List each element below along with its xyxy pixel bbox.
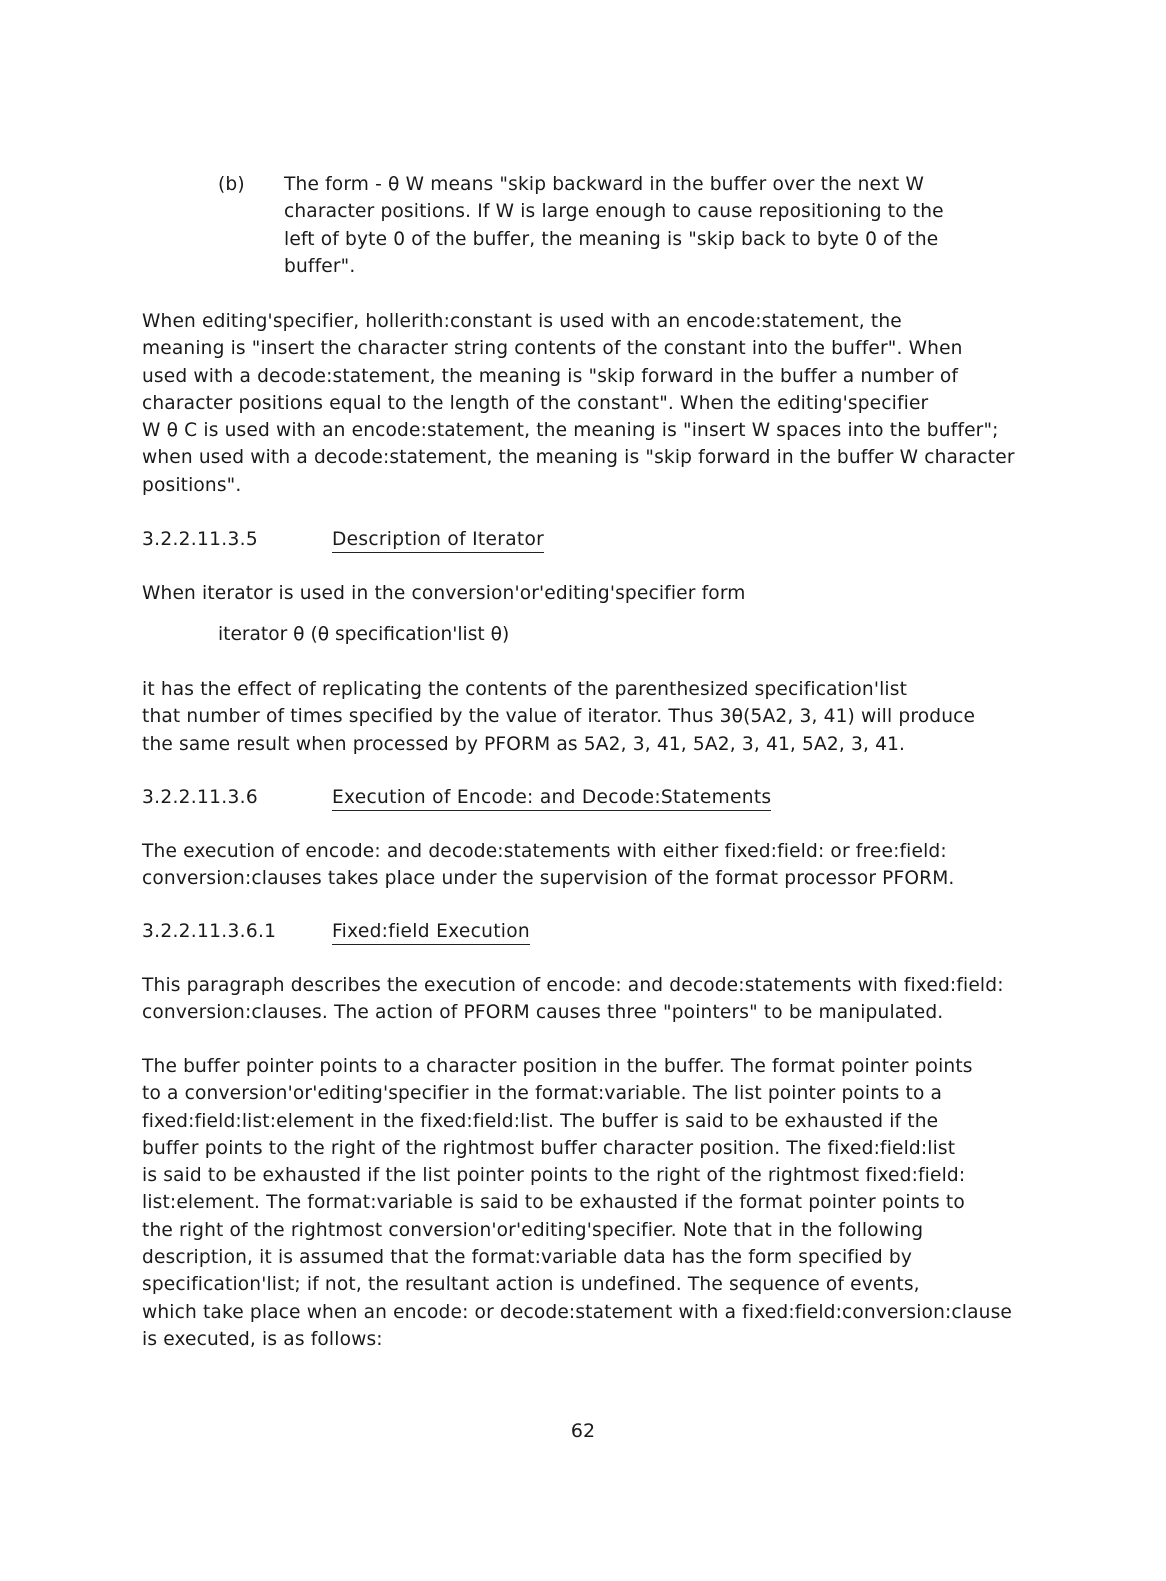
- text-line: buffer".: [284, 255, 356, 277]
- iterator-form: [218, 621, 509, 648]
- iterator-form-text: iterator θ (θ specification'list θ): [218, 624, 510, 645]
- section-heading-execution: [142, 784, 771, 811]
- list-marker: (b): [218, 174, 245, 195]
- list-item-body: [284, 171, 1024, 280]
- paragraph-fixed-field: [142, 972, 1087, 1027]
- text-line: The execution of encode: and decode:statements with either fixed:field: or free:field:: [142, 841, 947, 862]
- section-title: Description of Iterator: [332, 529, 544, 553]
- text-line: When iterator is used in the conversion'or'editing'specifier form: [142, 583, 746, 604]
- paragraph-iterator-effect: [142, 676, 1087, 758]
- text-line: When editing'specifier, hollerith:constant is used with an encode:statement, the: [142, 311, 902, 332]
- text-line: to a conversion'or'editing'specifier in the format:variable. The list pointer points to a: [142, 1083, 943, 1105]
- text-line: list:element. The format:variable is said to be exhausted if the format pointer points to: [142, 1192, 965, 1214]
- paragraph-iterator-intro: [142, 580, 1087, 607]
- text-line: is said to be exhausted if the list pointer points to the right of the rightmost fixed:field:: [142, 1165, 966, 1187]
- section-title: Fixed:field Execution: [332, 921, 530, 945]
- text-line: The form - θ W means "skip backward in the buffer over the next W: [284, 174, 924, 195]
- text-line: left of byte 0 of the buffer, the meaning is "skip back to byte 0 of the: [284, 228, 939, 250]
- section-number: 3.2.2.11.3.6: [142, 787, 258, 808]
- paragraph-execution: [142, 838, 1087, 893]
- text-line: description, it is assumed that the format:variable data has the form specified by: [142, 1247, 913, 1269]
- text-line: the right of the rightmost conversion'or'editing'specifier. Note that in the following: [142, 1219, 924, 1241]
- text-line: conversion:clauses takes place under the supervision of the format processor PFORM.: [142, 868, 955, 890]
- text-line: specification'list; if not, the resultant action is undefined. The sequence of events,: [142, 1274, 920, 1296]
- section-heading-fixed-field: [142, 918, 530, 945]
- paragraph-pointers: [142, 1053, 1087, 1353]
- paragraph-editing-specifier: [142, 308, 1087, 499]
- section-number: 3.2.2.11.3.6.1: [142, 921, 277, 942]
- text-line: the same result when processed by PFORM as 5A2, 3, 41, 5A2, 3, 41, 5A2, 3, 41.: [142, 733, 906, 755]
- text-line: The buffer pointer points to a character position in the buffer. The format pointer points: [142, 1056, 973, 1077]
- section-number: 3.2.2.11.3.5: [142, 529, 258, 550]
- text-line: meaning is "insert the character string contents of the constant into the buffer". When: [142, 338, 963, 360]
- text-line: used with a decode:statement, the meaning is "skip forward in the buffer a number of: [142, 365, 959, 387]
- text-line: positions".: [142, 474, 242, 496]
- section-title: Execution of Encode: and Decode:Statements: [332, 787, 771, 811]
- text-line: This paragraph describes the execution of encode: and decode:statements with fixed:field:: [142, 975, 1004, 996]
- text-line: that number of times specified by the value of iterator. Thus 3θ(5A2, 3, 41) will produce: [142, 706, 976, 728]
- text-line: conversion:clauses. The action of PFORM causes three "pointers" to be manipulated.: [142, 1002, 944, 1024]
- text-line: character positions. If W is large enough to cause repositioning to the: [284, 201, 944, 223]
- text-line: when used with a decode:statement, the meaning is "skip forward in the buffer W character: [142, 447, 1015, 469]
- section-heading-iterator: [142, 526, 544, 553]
- text-line: it has the effect of replicating the contents of the parenthesized specification'list: [142, 679, 908, 700]
- text-line: character positions equal to the length of the constant". When the editing'specifier: [142, 392, 929, 414]
- text-line: buffer points to the right of the rightmost buffer character position. The fixed:field:list: [142, 1137, 956, 1159]
- text-line: fixed:field:list:element in the fixed:field:list. The buffer is said to be exhausted if the: [142, 1110, 939, 1132]
- text-line: is executed, is as follows:: [142, 1328, 383, 1350]
- text-line: which take place when an encode: or decode:statement with a fixed:field:conversion:clause: [142, 1301, 1013, 1323]
- text-line: W θ C is used with an encode:statement, the meaning is "insert W spaces into the buffer";: [142, 420, 999, 442]
- page-number: 62: [570, 1420, 596, 1442]
